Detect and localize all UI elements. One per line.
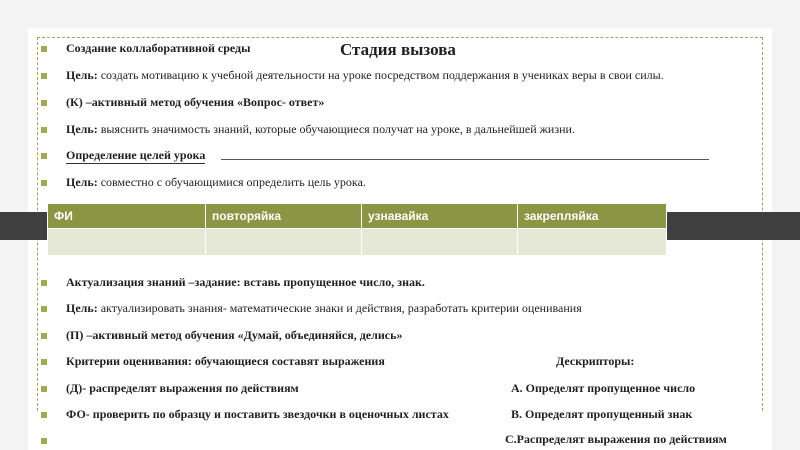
line-3: (К) –активный метод обучения «Вопрос- ответ»	[66, 95, 325, 109]
line-8: Цель: актуализировать знания- математические знаки и действия, разработать критерии оценивания	[66, 301, 582, 315]
line-11: (Д)- распределят выражения по действиям	[66, 381, 299, 395]
bullet	[41, 100, 47, 106]
line-5: Определение целей урока	[66, 148, 206, 162]
table-cell	[362, 229, 518, 256]
table	[47, 203, 667, 256]
descriptor-item: С.Распределят выражения по действиям	[505, 432, 727, 446]
bullet	[41, 127, 47, 133]
descriptor-item: В. Определят пропущенный знак	[511, 407, 693, 421]
table-cell	[518, 229, 667, 256]
bullet	[41, 153, 47, 159]
bullet	[41, 46, 47, 52]
bullet	[41, 386, 47, 392]
line-7: Актуализация знаний –задание: вставь пропущенное число, знак.	[66, 275, 425, 289]
bullet	[41, 333, 47, 339]
bullet	[41, 438, 47, 444]
table-header: повторяйка	[206, 204, 362, 229]
table-cell	[206, 229, 362, 256]
descriptors-heading: Дескрипторы:	[556, 354, 635, 368]
line-2: Цель: создать мотивацию к учебной деятельности на уроке посредством поддержания в учениках веры в свои силы.	[66, 68, 664, 82]
bullet	[41, 280, 47, 286]
underline-rule	[221, 159, 709, 160]
line-6: Цель: совместно с обучающимися определить цель урока.	[66, 175, 366, 189]
line-10: Критерии оценивания: обучающиеся составят выражения	[66, 354, 385, 368]
table-header-row	[48, 204, 667, 229]
bullet	[41, 359, 47, 365]
table-header: узнавайка	[362, 204, 518, 229]
bullet	[41, 412, 47, 418]
table-row	[48, 229, 667, 256]
bullet	[41, 180, 47, 186]
table-header: закрепляйка	[518, 204, 667, 229]
bullet	[41, 306, 47, 312]
bullet	[41, 73, 47, 79]
line-9: (П) –активный метод обучения «Думай, объединяйся, делись»	[66, 328, 403, 342]
table-cell	[48, 229, 206, 256]
table-header: ФИ	[48, 204, 206, 229]
descriptor-item: А. Определят пропущенное число	[511, 381, 696, 395]
line-12: ФО- проверить по образцу и поставить звездочки в оценочных листах	[66, 407, 449, 421]
slide-title: Стадия вызова	[340, 40, 456, 59]
line-1: Создание коллаборативной среды	[66, 41, 251, 55]
line-4: Цель: выяснить значимость знаний, которые обучающиеся получат на уроке, в дальнейшей жизни.	[66, 122, 575, 136]
